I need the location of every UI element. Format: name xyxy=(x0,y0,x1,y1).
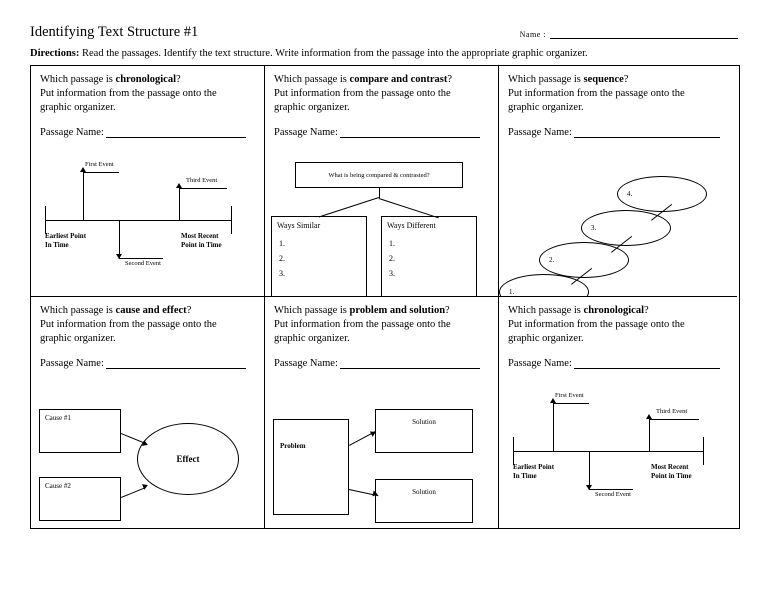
solution-1-box[interactable] xyxy=(375,409,473,453)
sequence-oval-3-label: 3. xyxy=(591,224,597,232)
list-item: 3. xyxy=(279,269,285,279)
passage-name-row xyxy=(274,126,489,138)
first-event-label: First Event xyxy=(85,161,114,168)
second-event-line xyxy=(119,258,163,259)
structure-name: chronological xyxy=(115,74,177,85)
timeline-organizer xyxy=(31,162,264,296)
ways-similar-heading: Ways Similar xyxy=(277,221,321,230)
passage-name-label: Passage Name: xyxy=(508,127,572,139)
cell-sequence xyxy=(499,66,737,297)
question-suffix: ? xyxy=(176,74,181,85)
timeline-axis xyxy=(513,451,703,452)
cause-2-arrowhead-icon xyxy=(142,482,149,489)
solution-2-box[interactable] xyxy=(375,479,473,523)
timeline-left-tick xyxy=(45,206,46,234)
timeline-right-tick xyxy=(703,437,704,465)
question-text xyxy=(274,304,489,317)
sequence-oval-2-label: 2. xyxy=(549,256,555,264)
instruction-line-1: Put information from the passage onto the xyxy=(274,88,451,100)
question-prefix: Which passage is xyxy=(274,74,350,85)
list-item: 1. xyxy=(389,239,395,248)
sequence-organizer xyxy=(499,162,737,296)
structure-name: problem and solution xyxy=(349,305,446,316)
instruction-line-1: Put information from the passage onto the xyxy=(508,319,685,331)
connector-stem xyxy=(379,188,380,198)
question-text xyxy=(40,73,255,86)
third-event-leader xyxy=(179,188,180,220)
name-label: Name : xyxy=(519,30,546,39)
cause-1-label: Cause #1 xyxy=(45,414,71,422)
instruction-line-2: graphic organizer. xyxy=(274,102,350,114)
earliest-point-label xyxy=(45,232,86,250)
instruction-line-2: graphic organizer. xyxy=(274,333,350,345)
ways-different-list xyxy=(382,230,476,282)
sequence-oval-1-label: 1. xyxy=(509,288,515,296)
third-event-label: Third Event xyxy=(656,408,688,415)
second-event-label: Second Event xyxy=(125,260,161,267)
passage-name-row xyxy=(40,357,255,369)
cell-chronological-1 xyxy=(31,66,265,297)
list-item: 3. xyxy=(389,269,395,279)
first-event-label: First Event xyxy=(555,392,584,399)
name-input-line[interactable] xyxy=(550,29,738,39)
problem-label: Problem xyxy=(280,442,306,450)
question-prefix: Which passage is xyxy=(508,305,584,316)
cell-cause-effect xyxy=(31,297,265,528)
second-event-leader xyxy=(589,451,590,489)
most-recent-line1: Most Recent xyxy=(181,232,219,240)
timeline-axis xyxy=(45,220,231,221)
most-recent-line1: Most Recent xyxy=(651,463,689,471)
passage-name-label: Passage Name: xyxy=(274,127,338,139)
third-event-label: Third Event xyxy=(186,177,218,184)
page-title: Identifying Text Structure #1 xyxy=(30,24,199,40)
list-item: 2. xyxy=(279,254,285,264)
third-event-line xyxy=(179,188,227,189)
cause-1-box[interactable] xyxy=(39,409,121,453)
cause-effect-organizer xyxy=(31,393,264,528)
third-event-leader xyxy=(649,419,650,451)
instruction-line-2: graphic organizer. xyxy=(508,333,584,345)
timeline-organizer xyxy=(499,393,737,528)
most-recent-line2: Point in Time xyxy=(181,240,222,249)
directions xyxy=(30,48,738,59)
passage-name-label: Passage Name: xyxy=(508,358,572,370)
sequence-oval-4-label: 4. xyxy=(627,190,633,198)
directions-label: Directions: xyxy=(30,48,80,59)
cell-chronological-2 xyxy=(499,297,737,528)
most-recent-point-label xyxy=(651,463,692,481)
list-item: 2. xyxy=(389,254,395,264)
instruction-line-1: Put information from the passage onto the xyxy=(40,319,217,331)
instruction-line-1: Put information from the passage onto the xyxy=(40,88,217,100)
effect-ellipse[interactable] xyxy=(137,423,239,495)
question-suffix: ? xyxy=(623,74,629,85)
connector-left xyxy=(319,197,379,217)
cause-2-arrow-line xyxy=(121,487,145,498)
question-prefix: Which passage is xyxy=(40,305,116,316)
cause-2-box[interactable] xyxy=(39,477,121,521)
cause-2-label: Cause #2 xyxy=(45,482,71,490)
passage-name-input[interactable] xyxy=(340,357,480,369)
question-prefix: Which passage is xyxy=(274,305,350,316)
passage-name-row xyxy=(508,357,728,369)
passage-name-label: Passage Name: xyxy=(40,127,104,139)
list-item: 1. xyxy=(279,239,285,248)
name-field-block xyxy=(520,29,738,41)
sequence-oval-4[interactable] xyxy=(617,176,707,212)
header xyxy=(30,24,738,41)
question-suffix: ? xyxy=(186,305,192,316)
ways-similar-list xyxy=(272,230,366,282)
second-event-leader xyxy=(119,220,120,258)
instruction-line-2: graphic organizer. xyxy=(508,102,584,114)
passage-name-input[interactable] xyxy=(574,126,720,138)
passage-name-input[interactable] xyxy=(106,126,246,138)
passage-name-label: Passage Name: xyxy=(40,358,104,370)
third-event-line xyxy=(649,419,699,420)
passage-name-row xyxy=(40,126,255,138)
solution-1-label: Solution xyxy=(412,418,436,426)
structure-name: sequence xyxy=(583,74,624,85)
ways-different-heading: Ways Different xyxy=(387,221,436,230)
earliest-point-label xyxy=(513,463,554,481)
instruction-line-1: Put information from the passage onto the xyxy=(274,319,451,331)
earliest-point-line2: In Time xyxy=(45,240,69,249)
compare-contrast-organizer xyxy=(265,162,498,296)
question-prefix: Which passage is xyxy=(508,74,584,85)
structure-name: chronological xyxy=(583,305,645,316)
directions-text: Read the passages. Identify the text structure. Write information from the passage into the appropriate graphic organizer. xyxy=(79,48,588,59)
effect-label: Effect xyxy=(176,454,200,464)
timeline-left-tick xyxy=(513,437,514,465)
passage-name-row xyxy=(274,357,489,369)
structure-name: cause and effect xyxy=(115,305,187,316)
first-event-line xyxy=(83,172,119,173)
most-recent-line2: Point in Time xyxy=(651,471,692,480)
question-text xyxy=(508,304,728,317)
question-text xyxy=(274,73,489,86)
passage-name-input[interactable] xyxy=(106,357,246,369)
earliest-point-line1: Earliest Point xyxy=(45,232,87,240)
passage-name-input[interactable] xyxy=(574,357,720,369)
second-event-label: Second Event xyxy=(595,491,631,498)
passage-name-row xyxy=(508,126,728,138)
structure-name: compare and contrast xyxy=(349,74,448,85)
problem-solution-organizer xyxy=(265,393,498,528)
compared-topic-label: What is being compared & contrasted? xyxy=(328,171,430,179)
instruction-line-2: graphic organizer. xyxy=(40,102,116,114)
instruction-line-2: graphic organizer. xyxy=(40,333,116,345)
organizer-grid xyxy=(30,65,740,529)
question-text xyxy=(40,304,255,317)
question-prefix: Which passage is xyxy=(40,74,116,85)
question-suffix: ? xyxy=(445,305,450,316)
question-text xyxy=(508,73,728,86)
most-recent-point-label xyxy=(181,232,222,250)
first-event-leader xyxy=(83,172,84,220)
ways-similar-box[interactable] xyxy=(271,216,367,297)
earliest-point-line1: Earliest Point xyxy=(513,463,555,471)
passage-name-label: Passage Name: xyxy=(274,358,338,370)
cause-1-arrow-line xyxy=(121,433,145,444)
cell-problem-solution xyxy=(265,297,499,528)
cell-compare-contrast xyxy=(265,66,499,297)
first-event-leader xyxy=(553,403,554,451)
question-suffix: ? xyxy=(447,74,452,85)
passage-name-input[interactable] xyxy=(340,126,480,138)
compared-topic-box[interactable] xyxy=(295,162,463,188)
earliest-point-line2: In Time xyxy=(513,471,537,480)
problem-box[interactable] xyxy=(273,419,349,515)
ways-different-box[interactable] xyxy=(381,216,477,297)
question-suffix: ? xyxy=(644,305,649,316)
timeline-right-tick xyxy=(231,206,232,234)
first-event-line xyxy=(553,403,589,404)
solution-2-label: Solution xyxy=(412,488,436,496)
second-event-line xyxy=(589,489,633,490)
instruction-line-1: Put information from the passage onto the xyxy=(508,88,685,100)
